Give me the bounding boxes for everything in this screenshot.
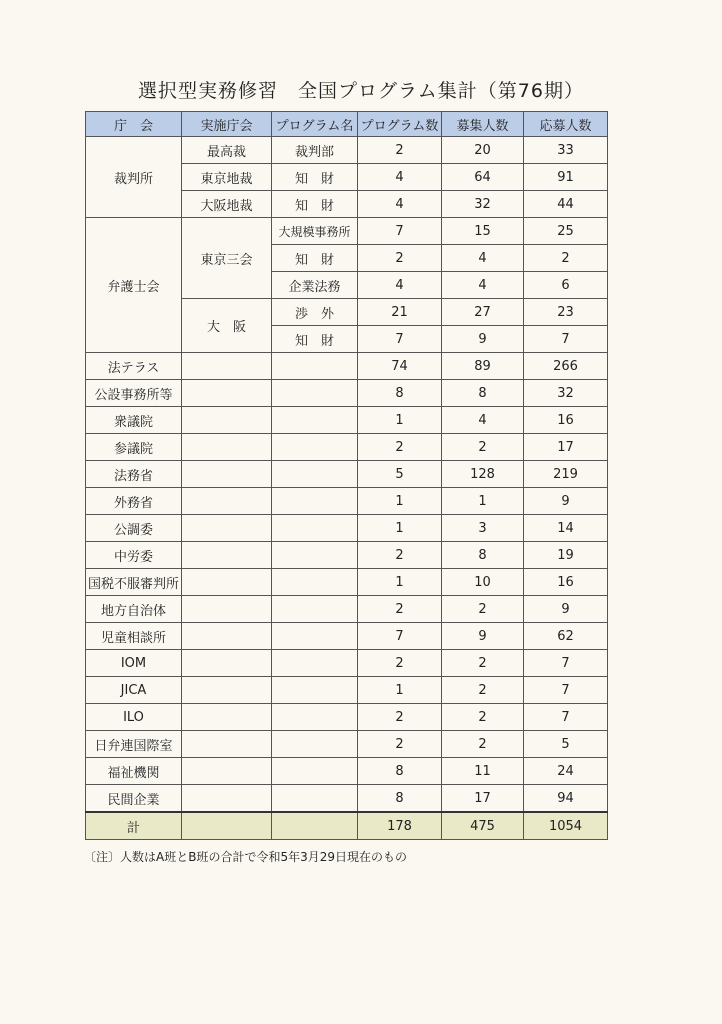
table-row: [86, 569, 608, 596]
impl-cell: [182, 353, 272, 380]
agency-cell: 日弁連国際室: [86, 731, 182, 758]
count-cell: 7: [358, 326, 442, 353]
recruit-cell: 128: [442, 461, 524, 488]
table-row: [86, 353, 608, 380]
apply-cell: 19: [524, 542, 608, 569]
program-cell: [272, 650, 358, 677]
program-cell: 知 財: [272, 164, 358, 191]
recruit-cell: 2: [442, 650, 524, 677]
apply-cell: 9: [524, 596, 608, 623]
recruit-cell: 20: [442, 137, 524, 164]
recruit-cell: 11: [442, 758, 524, 785]
table-header-row: [86, 112, 608, 137]
count-cell: 2: [358, 704, 442, 731]
impl-cell: [182, 704, 272, 731]
header-recruit-count: 募集人数: [442, 112, 524, 137]
count-cell: 2: [358, 245, 442, 272]
table-row: [86, 137, 608, 164]
program-cell: [272, 461, 358, 488]
program-cell: 大規模事務所: [272, 218, 358, 245]
program-cell: [272, 488, 358, 515]
program-cell: 知 財: [272, 191, 358, 218]
table-row: [86, 542, 608, 569]
table-row: [86, 218, 608, 245]
count-cell: 2: [358, 542, 442, 569]
apply-cell: 2: [524, 245, 608, 272]
recruit-cell: 4: [442, 245, 524, 272]
agency-cell: 弁護士会: [86, 218, 182, 353]
program-cell: [272, 758, 358, 785]
apply-cell: 44: [524, 191, 608, 218]
impl-cell: [182, 758, 272, 785]
count-cell: 1: [358, 407, 442, 434]
apply-cell: 62: [524, 623, 608, 650]
agency-cell: 参議院: [86, 434, 182, 461]
apply-cell: 23: [524, 299, 608, 326]
impl-cell: [182, 785, 272, 813]
total-label: 計: [86, 812, 182, 840]
impl-cell: [182, 461, 272, 488]
program-cell: [272, 515, 358, 542]
recruit-cell: 8: [442, 542, 524, 569]
recruit-cell: 2: [442, 731, 524, 758]
count-cell: 2: [358, 596, 442, 623]
recruit-cell: 9: [442, 326, 524, 353]
impl-cell: 大阪地裁: [182, 191, 272, 218]
recruit-cell: 89: [442, 353, 524, 380]
recruit-cell: 64: [442, 164, 524, 191]
table-row: [86, 650, 608, 677]
recruit-cell: 2: [442, 596, 524, 623]
header-implementing-body: 実施庁会: [182, 112, 272, 137]
impl-cell: [182, 812, 272, 840]
agency-cell: 裁判所: [86, 137, 182, 218]
agency-cell: 地方自治体: [86, 596, 182, 623]
recruit-cell: 3: [442, 515, 524, 542]
count-cell: 21: [358, 299, 442, 326]
recruit-cell: 15: [442, 218, 524, 245]
footnote: 〔注〕人数はA班とB班の合計で令和5年3月29日現在のもの: [84, 850, 407, 864]
apply-cell: 94: [524, 785, 608, 813]
impl-cell: 大 阪: [182, 299, 272, 353]
count-cell: 2: [358, 731, 442, 758]
count-cell: 4: [358, 164, 442, 191]
count-cell: 74: [358, 353, 442, 380]
table-row: [86, 785, 608, 813]
table-row: [86, 461, 608, 488]
agency-cell: 国税不服審判所: [86, 569, 182, 596]
program-cell: [272, 731, 358, 758]
count-cell: 4: [358, 191, 442, 218]
agency-cell: 公調委: [86, 515, 182, 542]
impl-cell: [182, 542, 272, 569]
program-cell: 渉 外: [272, 299, 358, 326]
apply-cell: 6: [524, 272, 608, 299]
program-cell: [272, 677, 358, 704]
agency-cell: 外務省: [86, 488, 182, 515]
program-cell: [272, 785, 358, 813]
recruit-cell: 2: [442, 677, 524, 704]
impl-cell: [182, 380, 272, 407]
impl-cell: [182, 515, 272, 542]
program-cell: [272, 380, 358, 407]
apply-cell: 24: [524, 758, 608, 785]
recruit-cell: 8: [442, 380, 524, 407]
agency-cell: ILO: [86, 704, 182, 731]
header-program-count: プログラム数: [358, 112, 442, 137]
table-row: [86, 380, 608, 407]
agency-cell: JICA: [86, 677, 182, 704]
agency-cell: 児童相談所: [86, 623, 182, 650]
impl-cell: [182, 650, 272, 677]
agency-cell: 中労委: [86, 542, 182, 569]
count-cell: 8: [358, 758, 442, 785]
total-row: [86, 812, 608, 840]
recruit-cell: 27: [442, 299, 524, 326]
table-row: [86, 596, 608, 623]
apply-cell: 5: [524, 731, 608, 758]
program-cell: 知 財: [272, 326, 358, 353]
impl-cell: [182, 596, 272, 623]
count-cell: 2: [358, 650, 442, 677]
total-recruit: 475: [442, 812, 524, 840]
apply-cell: 14: [524, 515, 608, 542]
recruit-cell: 9: [442, 623, 524, 650]
agency-cell: 法務省: [86, 461, 182, 488]
apply-cell: 32: [524, 380, 608, 407]
table-row: [86, 434, 608, 461]
header-program-name: プログラム名: [272, 112, 358, 137]
program-cell: 知 財: [272, 245, 358, 272]
agency-cell: 衆議院: [86, 407, 182, 434]
count-cell: 1: [358, 677, 442, 704]
program-cell: 裁判部: [272, 137, 358, 164]
count-cell: 2: [358, 137, 442, 164]
table-row: [86, 677, 608, 704]
program-cell: [272, 542, 358, 569]
count-cell: 2: [358, 434, 442, 461]
table-row: [86, 758, 608, 785]
impl-cell: [182, 569, 272, 596]
impl-cell: [182, 731, 272, 758]
impl-cell: 東京三会: [182, 218, 272, 299]
recruit-cell: 2: [442, 434, 524, 461]
impl-cell: [182, 623, 272, 650]
apply-cell: 219: [524, 461, 608, 488]
program-cell: [272, 596, 358, 623]
count-cell: 1: [358, 515, 442, 542]
count-cell: 4: [358, 272, 442, 299]
apply-cell: 17: [524, 434, 608, 461]
program-cell: 企業法務: [272, 272, 358, 299]
page-title: 選択型実務修習 全国プログラム集計（第76期）: [138, 80, 584, 102]
apply-cell: 7: [524, 677, 608, 704]
program-cell: [272, 569, 358, 596]
program-cell: [272, 812, 358, 840]
apply-cell: 16: [524, 569, 608, 596]
apply-cell: 16: [524, 407, 608, 434]
table-row: [86, 515, 608, 542]
recruit-cell: 4: [442, 272, 524, 299]
agency-cell: 公設事務所等: [86, 380, 182, 407]
table-row: [86, 704, 608, 731]
count-cell: 7: [358, 218, 442, 245]
agency-cell: 福祉機関: [86, 758, 182, 785]
program-cell: [272, 623, 358, 650]
impl-cell: [182, 434, 272, 461]
total-apply: 1054: [524, 812, 608, 840]
recruit-cell: 10: [442, 569, 524, 596]
agency-cell: 民間企業: [86, 785, 182, 813]
header-applicant-count: 応募人数: [524, 112, 608, 137]
impl-cell: [182, 407, 272, 434]
count-cell: 7: [358, 623, 442, 650]
recruit-cell: 17: [442, 785, 524, 813]
count-cell: 8: [358, 785, 442, 813]
impl-cell: 東京地裁: [182, 164, 272, 191]
agency-cell: IOM: [86, 650, 182, 677]
count-cell: 8: [358, 380, 442, 407]
impl-cell: 最高裁: [182, 137, 272, 164]
count-cell: 1: [358, 569, 442, 596]
program-cell: [272, 353, 358, 380]
recruit-cell: 32: [442, 191, 524, 218]
recruit-cell: 2: [442, 704, 524, 731]
header-agency: 庁 会: [86, 112, 182, 137]
apply-cell: 266: [524, 353, 608, 380]
apply-cell: 7: [524, 326, 608, 353]
table-row: [86, 407, 608, 434]
agency-cell: 法テラス: [86, 353, 182, 380]
apply-cell: 25: [524, 218, 608, 245]
count-cell: 5: [358, 461, 442, 488]
total-count: 178: [358, 812, 442, 840]
impl-cell: [182, 488, 272, 515]
apply-cell: 7: [524, 704, 608, 731]
table-row: [86, 731, 608, 758]
program-summary-table: [85, 111, 608, 840]
apply-cell: 33: [524, 137, 608, 164]
apply-cell: 7: [524, 650, 608, 677]
recruit-cell: 1: [442, 488, 524, 515]
apply-cell: 9: [524, 488, 608, 515]
program-cell: [272, 704, 358, 731]
recruit-cell: 4: [442, 407, 524, 434]
table-row: [86, 623, 608, 650]
count-cell: 1: [358, 488, 442, 515]
table-row: [86, 488, 608, 515]
program-cell: [272, 407, 358, 434]
program-cell: [272, 434, 358, 461]
apply-cell: 91: [524, 164, 608, 191]
impl-cell: [182, 677, 272, 704]
